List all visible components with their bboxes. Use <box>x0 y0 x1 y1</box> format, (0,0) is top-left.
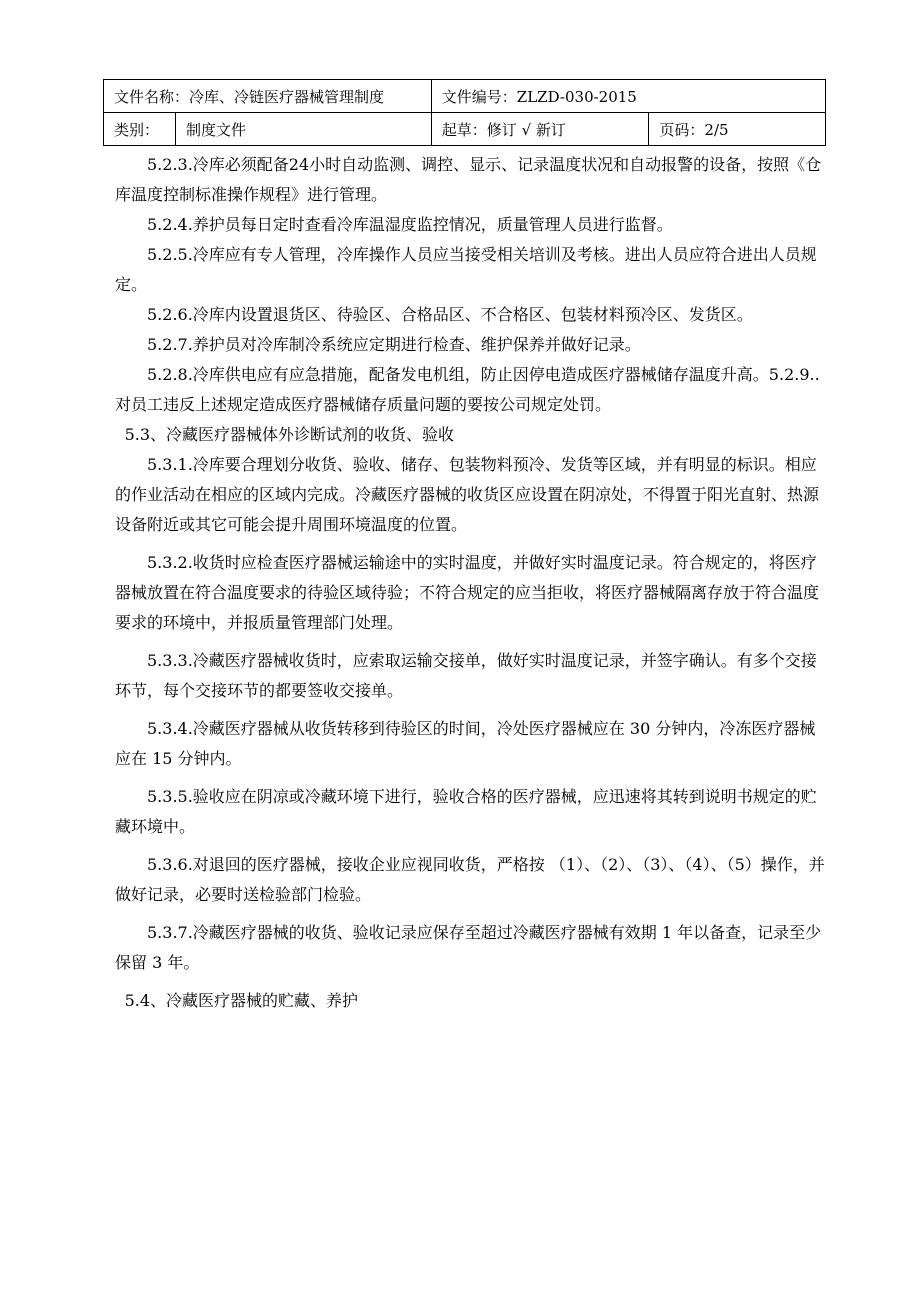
paragraph-5-3-7: 5.3.7.冷藏医疗器械的收货、验收记录应保存至超过冷藏医疗器械有效期 1 年以备查，记录至少保留 3 年。 <box>115 923 822 972</box>
section-heading-5-4: 5.4、冷藏医疗器械的贮藏、养护 <box>124 991 359 1010</box>
page-number-cell: 页码：2/5 <box>649 113 826 146</box>
paragraph-5-3-2: 5.3.2.收货时应检查医疗器械运输途中的实时温度，并做好实时温度记录。符合规定的，将医疗器械放置在符合温度要求的待验区域待验；不符合规定的应当拒收，将医疗器械隔离存放于符合温度要求的环境中，并报质量管理部门处理。 <box>115 553 820 632</box>
paragraph-5-3-6: 5.3.6.对退回的医疗器械，接收企业应视同收货，严格按 （1）、（2）、（3）、（4）、（5）操作，并做好记录，必要时送检验部门检验。 <box>115 855 825 904</box>
category-value-cell: 制度文件 <box>175 113 431 146</box>
paragraph-5-3-3: 5.3.3.冷藏医疗器械收货时，应索取运输交接单，做好实时温度记录，并签字确认。有多个交接环节，每个交接环节的都要签收交接单。 <box>115 651 817 700</box>
header-row-2 <box>104 113 826 146</box>
paragraph-5-3-4: 5.3.4.冷藏医疗器械从收货转移到待验区的时间，冷处医疗器械应在 30 分钟内，冷冻医疗器械应在 15 分钟内。 <box>115 719 816 768</box>
paragraph-5-2-6: 5.2.6.冷库内设置退货区、待验区、合格品区、不合格区、包装材料预冷区、发货区。 <box>147 305 753 324</box>
paragraph-5-2-7: 5.2.7.养护员对冷库制冷系统应定期进行检查、维护保养并做好记录。 <box>147 335 641 354</box>
document-name-cell: 文件名称：冷库、冷链医疗器械管理制度 <box>104 80 432 113</box>
paragraph-5-2-8: 5.2.8.冷库供电应有应急措施，配备发电机组，防止因停电造成医疗器械储存温度升高。5.2.9..对员工违反上述规定造成医疗器械储存质量问题的要按公司规定处罚。 <box>115 365 820 414</box>
header-row-1 <box>104 80 826 113</box>
category-label-cell: 类别： <box>104 113 176 146</box>
paragraph-5-2-3: 5.2.3.冷库必须配备24小时自动监测、调控、显示、记录温度状况和自动报警的设备，按照《仓库温度控制标准操作规程》进行管理。 <box>115 155 822 204</box>
paragraph-5-3-5: 5.3.5.验收应在阴凉或冷藏环境下进行，验收合格的医疗器械，应迅速将其转到说明书规定的贮藏环境中。 <box>115 787 817 836</box>
document-number-cell: 文件编号：ZLZD-030-2015 <box>431 80 825 113</box>
section-heading-5-3: 5.3、冷藏医疗器械体外诊断试剂的收货、验收 <box>124 425 455 444</box>
paragraph-5-3-1: 5.3.1.冷库要合理划分收货、验收、储存、包装物料预冷、发货等区域，并有明显的标识。相应的作业活动在相应的区域内完成。冷藏医疗器械的收货区应设置在阴凉处，不得置于阳光直射、热源设备附近或其它可能会提升周围环境温度的位置。 <box>115 455 820 534</box>
paragraph-5-2-4: 5.2.4.养护员每日定时查看冷库温湿度监控情况，质量管理人员进行监督。 <box>147 215 673 234</box>
paragraph-5-2-5: 5.2.5.冷库应有专人管理，冷库操作人员应当接受相关培训及考核。进出人员应符合进出人员规定。 <box>115 245 817 294</box>
draft-status-cell: 起草：修订 √ 新订 <box>431 113 649 146</box>
document-body <box>115 150 830 1016</box>
document-header-table <box>103 79 826 146</box>
